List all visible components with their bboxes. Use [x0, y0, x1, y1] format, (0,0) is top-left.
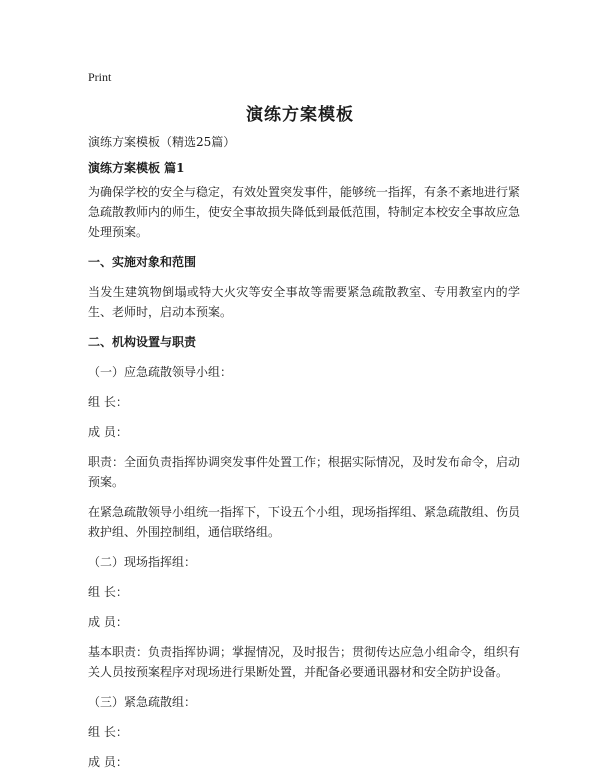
- group-1-title: （一）应急疏散领导小组：: [88, 365, 233, 379]
- document-subtitle: 演练方案模板（精选25篇）: [88, 135, 236, 149]
- document-body: [88, 132, 520, 782]
- heading-scope: 一、实施对象和范围: [88, 255, 197, 269]
- group-1-subgroups: 在紧急疏散领导小组统一指挥下，下设五个小组，现场指挥组、紧急疏散组、伤员救护组、外围控制组，通信联络组。: [88, 505, 521, 539]
- intro-paragraph: 为确保学校的安全与稳定，有效处置突发事件，能够统一指挥，有条不紊地进行紧急疏散教师内的师生，使安全事故损失降低到最低范围，特制定本校安全事故应急处理预案。: [88, 185, 521, 239]
- group-1-members: 成 员：: [88, 425, 128, 439]
- document-title: 演练方案模板: [246, 105, 354, 125]
- group-2-members: 成 员：: [88, 615, 128, 629]
- section-heading: 演练方案模板 篇1: [88, 161, 185, 175]
- group-3-title: （三）紧急疏散组：: [88, 695, 197, 709]
- print-label: Print: [88, 70, 112, 84]
- group-2-leader: 组 长：: [88, 585, 128, 599]
- group-2-duty: 基本职责：负责指挥协调；掌握情况，及时报告；贯彻传达应急小组命令，组织有关人员按预案程序对现场进行果断处置，并配备必要通讯器材和安全防护设备。: [88, 645, 521, 679]
- group-3-leader: 组 长：: [88, 725, 128, 739]
- group-1-duty: 职责：全面负责指挥协调突发事件处置工作；根据实际情况，及时发布命令，启动预案。: [88, 455, 521, 489]
- group-1-leader: 组 长：: [88, 395, 128, 409]
- scope-paragraph: 当发生建筑物倒塌或特大火灾等安全事故等需要紧急疏散教室、专用教室内的学生、老师时，启动本预案。: [88, 285, 520, 319]
- heading-organization: 二、机构设置与职责: [88, 335, 197, 349]
- group-3-members: 成 员：: [88, 755, 128, 769]
- group-2-title: （二）现场指挥组：: [88, 555, 197, 569]
